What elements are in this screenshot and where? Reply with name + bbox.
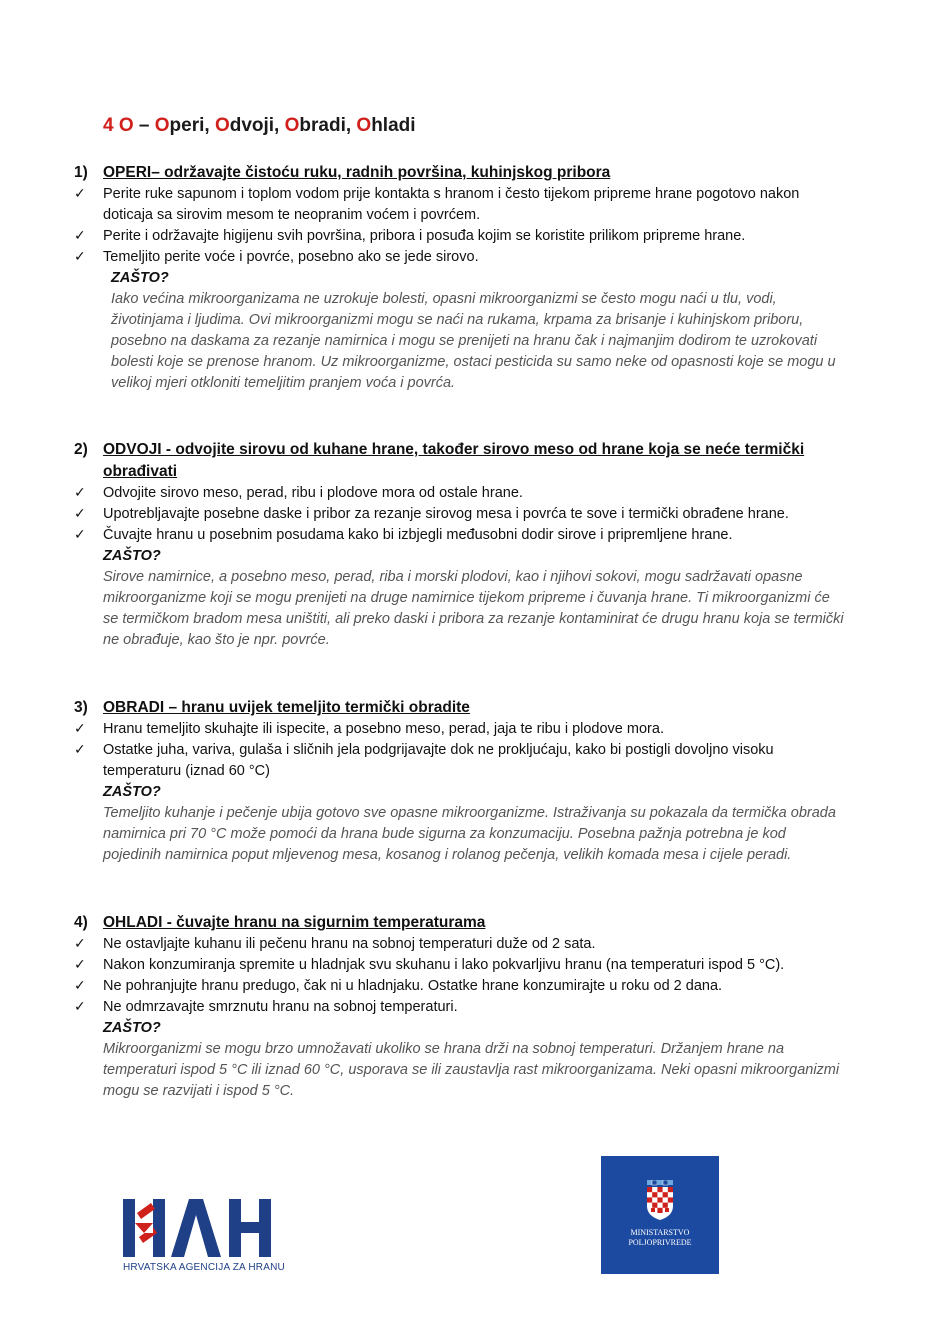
list-item: ✓ Temeljito perite voće i povrće, posebno ako se jede sirovo. bbox=[74, 247, 844, 268]
bullet-list bbox=[74, 719, 844, 782]
checkmark-icon: ✓ bbox=[74, 186, 86, 202]
section-heading: 3) OBRADI – hranu uvijek temeljito termički obradite bbox=[74, 699, 470, 716]
ministry-logo bbox=[601, 1156, 719, 1274]
list-item: ✓ Ne odmrzavajte smrznutu hranu na sobnoj temperaturi. bbox=[74, 997, 844, 1018]
checkmark-icon: ✓ bbox=[74, 228, 86, 244]
checkmark-icon: ✓ bbox=[74, 249, 86, 265]
list-item: ✓ Upotrebljavajte posebne daske i pribor za rezanje sirovog mesa i povrća te sove i termički obrađene hrane. bbox=[74, 504, 844, 525]
list-item: ✓ Ne ostavljajte kuhanu ili pečenu hranu na sobnoj temperaturi duže od 2 sata. bbox=[74, 934, 844, 955]
list-item: ✓ Hranu temeljito skuhajte ili ispecite, a posebno meso, perad, jaja te ribu i plodove mora. bbox=[74, 719, 844, 740]
list-item: ✓ Nakon konzumiranja spremite u hladnjak svu skuhanu i lako pokvarljivu hranu (na temperaturi ispod 5 °C). bbox=[74, 955, 844, 976]
list-item: ✓ Perite ruke sapunom i toplom vodom prije kontakta s hranom i često tijekom pripreme hrane pogotovo nakon doticaja sa sirovim mesom te neopranim voćem i povrćem. bbox=[74, 184, 844, 226]
list-item: ✓ Čuvajte hranu u posebnim posudama kako bi izbjegli međusobni dodir sirove i pripremljene hrane. bbox=[74, 525, 844, 546]
list-item: ✓ Odvojite sirovo meso, perad, ribu i plodove mora od ostale hrane. bbox=[74, 483, 844, 504]
checkmark-icon: ✓ bbox=[74, 999, 86, 1015]
why-block: ZAŠTO? Mikroorganizmi se mogu brzo umnožavati ukoliko se hrana drži na sobnoj temperaturi. Držanjem hrane na temperaturi ispod 5 °C ili iznad 60 °C, usporava se ili zaustavlja rast mikroorganizama. Neki opasni mikroorganizmi mogu se razvijati i ispod 5 °C. bbox=[103, 1020, 840, 1099]
list-item: ✓ Ostatke juha, variva, gulaša i sličnih jela podgrijavajte dok ne prokljućaju, kako bi postigli dovoljno visoku temperaturu (iznad 60 °C) bbox=[74, 740, 844, 782]
section-heading: 1) OPERI– održavajte čistoću ruku, radnih površina, kuhinjskog pribora bbox=[74, 164, 611, 181]
croatian-coat-of-arms-icon bbox=[645, 1180, 675, 1220]
bullet-list bbox=[74, 934, 844, 1018]
section-obradi bbox=[74, 697, 844, 866]
list-item: ✓ Ne pohranjujte hranu predugo, čak ni u hladnjaku. Ostatke hrane konzumirajte u roku od 2 dana. bbox=[74, 976, 844, 997]
checkmark-icon: ✓ bbox=[74, 978, 86, 994]
checkmark-icon: ✓ bbox=[74, 527, 86, 543]
why-block: ZAŠTO? Temeljito kuhanje i pečenje ubija gotovo sve opasne mikroorganizme. Istraživanja su pokazala da termička obrada namirnica pri 70 °C može pomoći da hrana bude sigurna za konzumaciju. Posebna pažnja potrebna je kod pojedinih namirnica poput mljevenog mesa, kosanog i rolanog pečenja, velikih komada mesa i cijele peradi. bbox=[103, 784, 836, 863]
section-odvoji bbox=[74, 439, 844, 651]
ministry-name: MINISTARSTVO POLJOPRIVREDE bbox=[628, 1228, 692, 1247]
why-block: ZAŠTO? Iako većina mikroorganizama ne uzrokuje bolesti, opasni mikroorganizmi se često mogu naći u tlu, vodi, životinjama i ljudima. Ovi mikroorganizmi mogu se naći na rukama, krpama za brisanje i kuhinjskom priboru, posebno na daskama za rezanje namirnica i mogu se prenijeti na hranu čak i najmanjim dodirom te uzrokovati bolesti koje se prenose hranom. Uz mikroorganizme, ostaci pesticida su samo neke od opasnosti koje se mogu u velikoj mjeri otkloniti temeljitim pranjem voća i povrća. bbox=[111, 270, 836, 391]
checkmark-icon: ✓ bbox=[74, 742, 86, 758]
hah-logo-subtitle: HRVATSKA AGENCIJA ZA HRANU bbox=[123, 1262, 285, 1273]
section-heading: 4) OHLADI - čuvajte hranu na sigurnim temperaturama bbox=[74, 914, 486, 931]
bullet-list bbox=[74, 184, 844, 268]
document-title: 4 O – Operi, Odvoji, Obradi, Ohladi bbox=[103, 115, 416, 136]
checkmark-icon: ✓ bbox=[74, 721, 86, 737]
why-block: ZAŠTO? Sirove namirnice, a posebno meso, perad, riba i morski plodovi, kao i njihovi sokovi, mogu sadržavati opasne mikroorganizme koji se mogu prenijeti na druge namirnice tijekom pripreme i čuvanja hrane. Ti mikroorganizmi će se termičkom bradom mesa uništiti, ali preko daski i pribora za rezanje kontaminirat će drugu hranu koja se termički ne obrađuje, kao što je npr. povrće. bbox=[103, 548, 844, 648]
section-operi bbox=[74, 162, 844, 394]
checkmark-icon: ✓ bbox=[74, 485, 86, 501]
list-item: ✓ Perite i održavajte higijenu svih površina, pribora i posuđa kojim se koristite prilikom pripreme hrane. bbox=[74, 226, 844, 247]
section-ohladi bbox=[74, 912, 844, 1102]
bullet-list bbox=[74, 483, 844, 546]
checkmark-icon: ✓ bbox=[74, 957, 86, 973]
checkmark-icon: ✓ bbox=[74, 506, 86, 522]
section-heading: 2) ODVOJI - odvojite sirovu od kuhane hrane, također sirovo meso od hrane koja se neće termički obrađivati bbox=[74, 441, 805, 480]
checkmark-icon: ✓ bbox=[74, 936, 86, 952]
